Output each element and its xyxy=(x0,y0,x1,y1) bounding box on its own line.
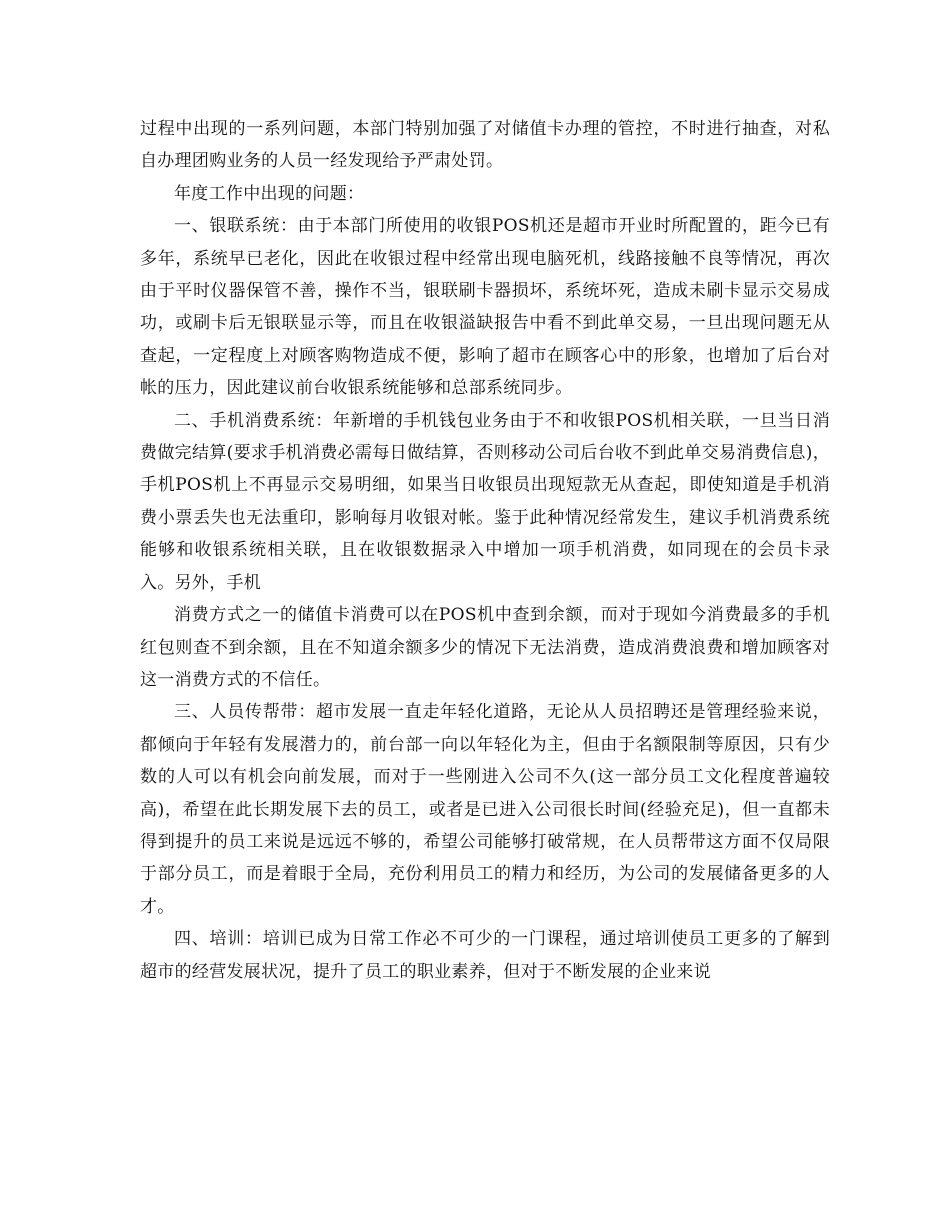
paragraph-stored-value-card: 消费方式之一的储值卡消费可以在POS机中查到余额，而对于现如今消费最多的手机红包则查不到余额，且在不知道余额多少的情况下无法消费，造成消费浪费和增加顾客对这一消费方式的不信任。 xyxy=(140,605,830,690)
paragraph-staff-mentoring: 三、人员传帮带：超市发展一直走年轻化道路，无论从人员招聘还是管理经验来说，都倾向于年轻有发展潜力的，前台部一向以年轻化为主，但由于名额限制等原因，只有少数的人可以有机会向前发展，而对于一些刚进入公司不久(这一部分员工文化程度普遍较高)，希望在此长期发展下去的员工，或者是已进入公司很长时间(经验充足)，但一直都未得到提升的员工来说是远远不够的，希望公司能够打破常规，在人员帮带这方面不仅局限于部分员工，而是着眼于全局，充份利用员工的精力和经历，为公司的发展储备更多的人才。 xyxy=(140,702,830,917)
paragraph-continuation: 过程中出现的一系列问题，本部门特别加强了对储值卡办理的管控，不时进行抽查，对私自办理团购业务的人员一经发现给予严肃处罚。 xyxy=(140,119,830,172)
paragraph-unionpay-system: 一、银联系统：由于本部门所使用的收银POS机还是超市开业时所配置的，距今已有多年，系统早已老化，因此在收银过程中经常出现电脑死机，线路接触不良等情况，再次由于平时仪器保管不善，操作不当，银联刷卡器损坏，系统坏死，造成未刷卡显示交易成功，或刷卡后无银联显示等，而且在收银溢缺报告中看不到此单交易，一旦出现问题无从查起，一定程度上对顾客购物造成不便，影响了超市在顾客心中的形象，也增加了后台对帐的压力，因此建议前台收银系统能够和总部系统同步。 xyxy=(140,216,830,399)
paragraph-mobile-payment-system: 二、手机消费系统：年新增的手机钱包业务由于不和收银POS机相关联，一旦当日消费做完结算(要求手机消费必需每日做结算，否则移动公司后台收不到此单交易消费信息)，手机POS机上不再显示交易明细，如果当日收银员出现短款无从查起，即使知道是手机消费小票丢失也无法重印，影响每月收银对帐。鉴于此种情况经常发生，建议手机消费系统能够和收银系统相关联，且在收银数据录入中增加一项手机消费，如同现在的会员卡录入。另外，手机 xyxy=(140,410,830,593)
paragraph-training: 四、培训：培训已成为日常工作必不可少的一门课程，通过培训使员工更多的了解到超市的经营发展状况，提升了员工的职业素养，但对于不断发展的企业来说 xyxy=(140,929,830,982)
document-body xyxy=(140,113,830,988)
paragraph-heading-problems: 年度工作中出现的问题： xyxy=(174,183,365,204)
